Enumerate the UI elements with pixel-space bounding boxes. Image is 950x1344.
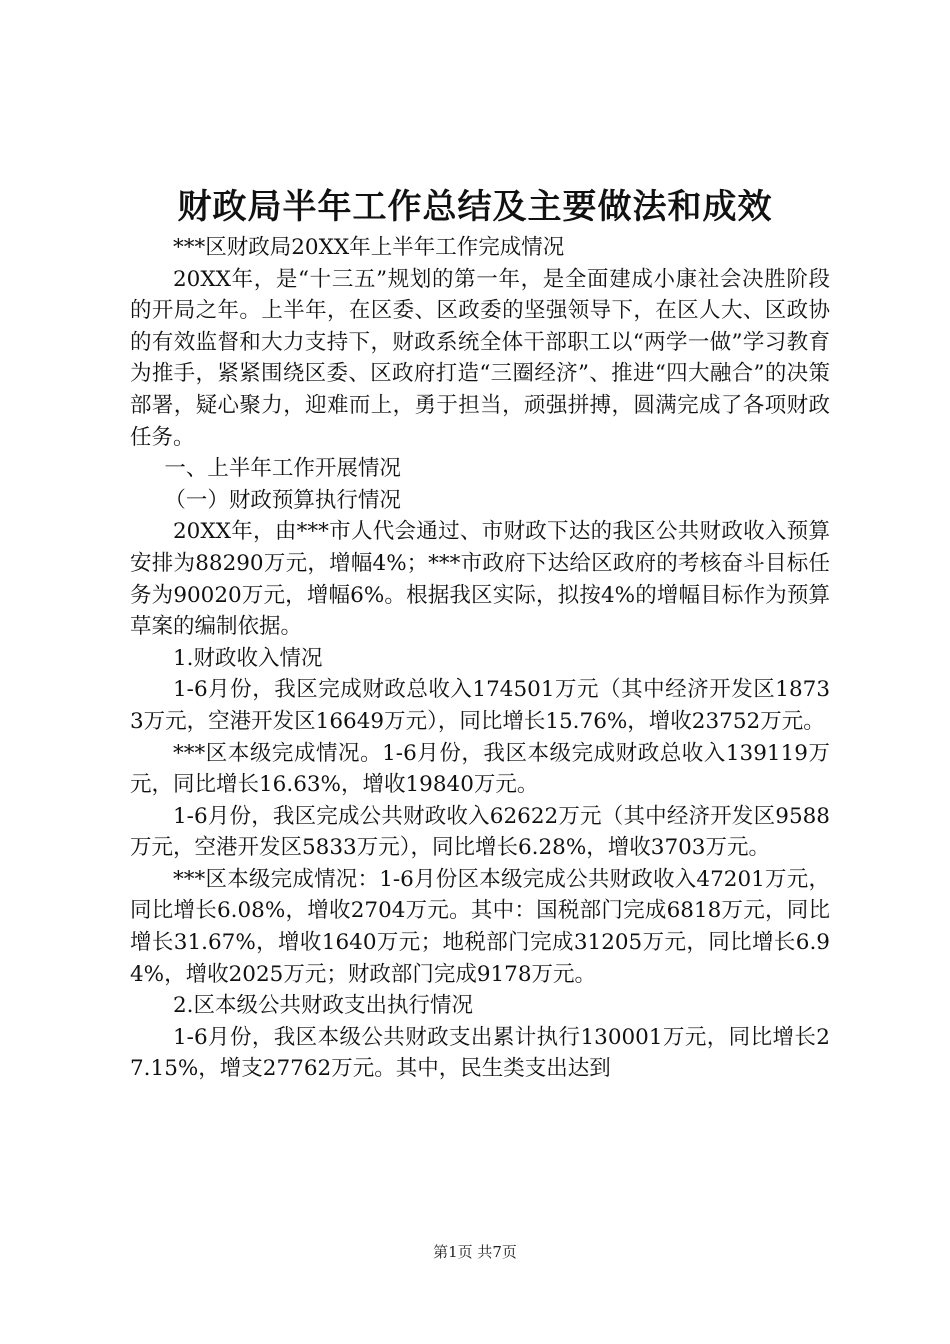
paragraph-total-revenue: 1-6月份，我区完成财政总收入174501万元（其中经济开发区18733万元，空港开发区16649万元），同比增长15.76%，增收23752万元。 <box>130 677 830 734</box>
item-heading-expenditure: 2.区本级公共财政支出执行情况 <box>173 993 474 1019</box>
page-footer <box>0 1242 950 1262</box>
document-title: 财政局半年工作总结及主要做法和成效 <box>177 187 773 227</box>
paragraph-budget: 20XX年，由***市人代会通过、市财政下达的我区公共财政收入预算安排为88290万元，增幅4%；***市政府下达给区政府的考核奋斗目标任务为90020万元，增幅6%。根据我区实际，拟按4%的增幅目标作为预算草案的编制依据。 <box>130 519 830 640</box>
paragraph-subtitle: ***区财政局20XX年上半年工作完成情况 <box>173 235 565 260</box>
item-heading-revenue: 1.财政收入情况 <box>173 645 323 671</box>
paragraph-public-revenue: 1-6月份，我区完成公共财政收入62622万元（其中经济开发区9588万元，空港开发区5833万元），同比增长6.28%，增收3703万元。 <box>130 803 830 861</box>
page-number: 第1页 共7页 <box>433 1243 517 1261</box>
section-heading: 一、上半年工作开展情况 <box>164 456 401 482</box>
subsection-heading: （一）财政预算执行情况 <box>164 487 401 513</box>
paragraph-expenditure: 1-6月份，我区本级公共财政支出累计执行130001万元，同比增长27.15%，增支27762万元。其中，民生类支出达到 <box>130 1024 830 1082</box>
paragraph-district-public: ***区本级完成情况：1-6月份区本级完成公共财政收入47201万元，同比增长6.08%，增收2704万元。其中：国税部门完成6818万元，同比增长31.67%，增收1640万元；地税部门完成31205万元，同比增长6.94%，增收2025万元；财政部门完成9178万元。 <box>130 866 830 987</box>
document-body <box>130 232 830 1085</box>
paragraph-district-total: ***区本级完成情况。1-6月份，我区本级完成财政总收入139119万元，同比增长16.63%，增收19840万元。 <box>130 740 830 798</box>
paragraph-intro: 20XX年，是“十三五”规划的第一年，是全面建成小康社会决胜阶段的开局之年。上半年，在区委、区政委的坚强领导下，在区人大、区政协的有效监督和大力支持下，财政系统全体干部职工以“两学一做”学习教育为推手，紧紧围绕区委、区政府打造“三圈经济”、推进“四大融合”的决策部署，疑心聚力，迎难而上，勇于担当，顽强拼搏，圆满完成了各项财政任务。 <box>130 266 830 450</box>
